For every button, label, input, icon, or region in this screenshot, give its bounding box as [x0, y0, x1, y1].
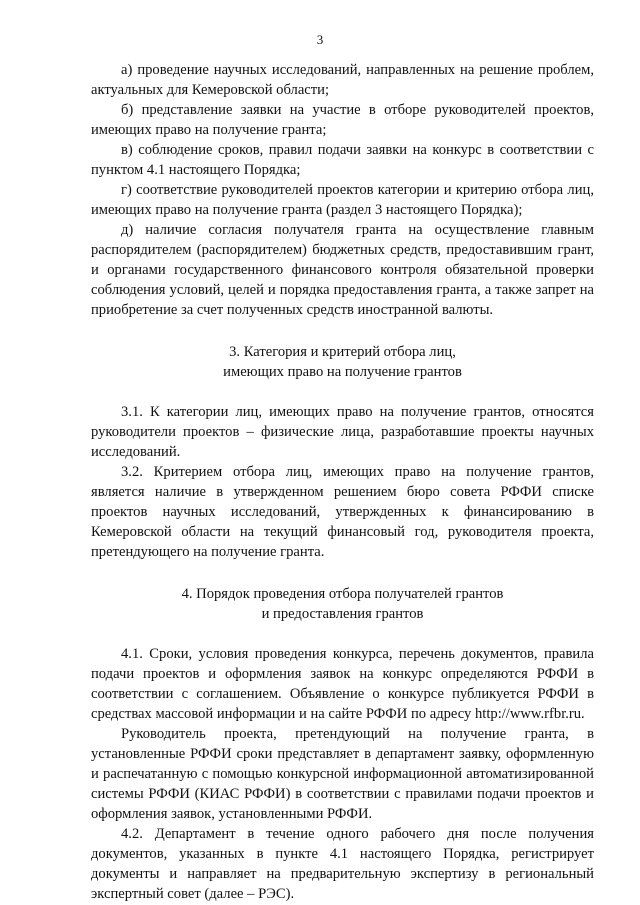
- section-4: [91, 584, 594, 904]
- paragraph-4-1-applicant: Руководитель проекта, претендующий на получение гранта, в установленные РФФИ сроки представляет в департамент заявку, оформленную и распечатанную с помощью конкурсной информационной автоматизированной системы РФФИ (КИАС РФФИ) в соответствии с правилами подачи проектов и оформления заявок, установленными РФФИ.: [91, 726, 594, 822]
- section-3: [91, 342, 594, 562]
- conditions-list: [91, 60, 594, 320]
- page-number: 3: [316, 32, 324, 47]
- document-body: [91, 60, 594, 904]
- condition-b: б) представление заявки на участие в отборе руководителей проектов, имеющих право на получение гранта;: [91, 102, 594, 138]
- section-4-heading-line1: 4. Порядок проведения отбора получателей грантов: [181, 586, 504, 602]
- section-3-heading-line2: имеющих право на получение грантов: [223, 364, 462, 380]
- paragraph-4-2: 4.2. Департамент в течение одного рабочего дня после получения документов, указанных в пункте 4.1 настоящего Порядка, регистрирует документы и направляет на предварительную экспертизу в региональный экспертный совет (далее – РЭС).: [91, 826, 594, 902]
- paragraph-3-1: 3.1. К категории лиц, имеющих право на получение грантов, относятся руководители проектов – физические лица, разработавшие проекты научных исследований.: [91, 404, 594, 460]
- condition-d: д) наличие согласия получателя гранта на осуществление главным распорядителем (распорядителем) бюджетных средств, предоставившим грант, и органами государственного финансового контроля обязательной проверки соблюдения условий, целей и порядка предоставления гранта, а также запрет на приобретение за счет полученных средств иностранной валюты.: [91, 222, 594, 318]
- condition-g: г) соответствие руководителей проектов категории и критерию отбора лиц, имеющих право на получение гранта (раздел 3 настоящего Порядка);: [91, 182, 594, 218]
- section-3-heading-line1: 3. Категория и критерий отбора лиц,: [229, 344, 456, 360]
- condition-v: в) соблюдение сроков, правил подачи заявки на конкурс в соответствии с пунктом 4.1 настоящего Порядка;: [91, 142, 594, 178]
- paragraph-4-1: 4.1. Сроки, условия проведения конкурса, перечень документов, правила подачи проектов и оформления заявок на конкурс определяются РФФИ в соответствии с соглашением. Объявление о конкурсе публикуется РФФИ в средствах массовой информации и на сайте РФФИ по адресу http://www.rfbr.ru.: [91, 646, 594, 722]
- paragraph-3-2: 3.2. Критерием отбора лиц, имеющих право на получение грантов, является наличие в утвержденном решением бюро совета РФФИ списке проектов научных исследований, утвержденных к финансированию в Кемеровской области на текущий финансовый год, руководителя проекта, претендующего на получение гранта.: [91, 464, 594, 560]
- section-4-heading-line2: и предоставления грантов: [261, 606, 424, 622]
- condition-a: а) проведение научных исследований, направленных на решение проблем, актуальных для Кемеровской области;: [91, 62, 594, 98]
